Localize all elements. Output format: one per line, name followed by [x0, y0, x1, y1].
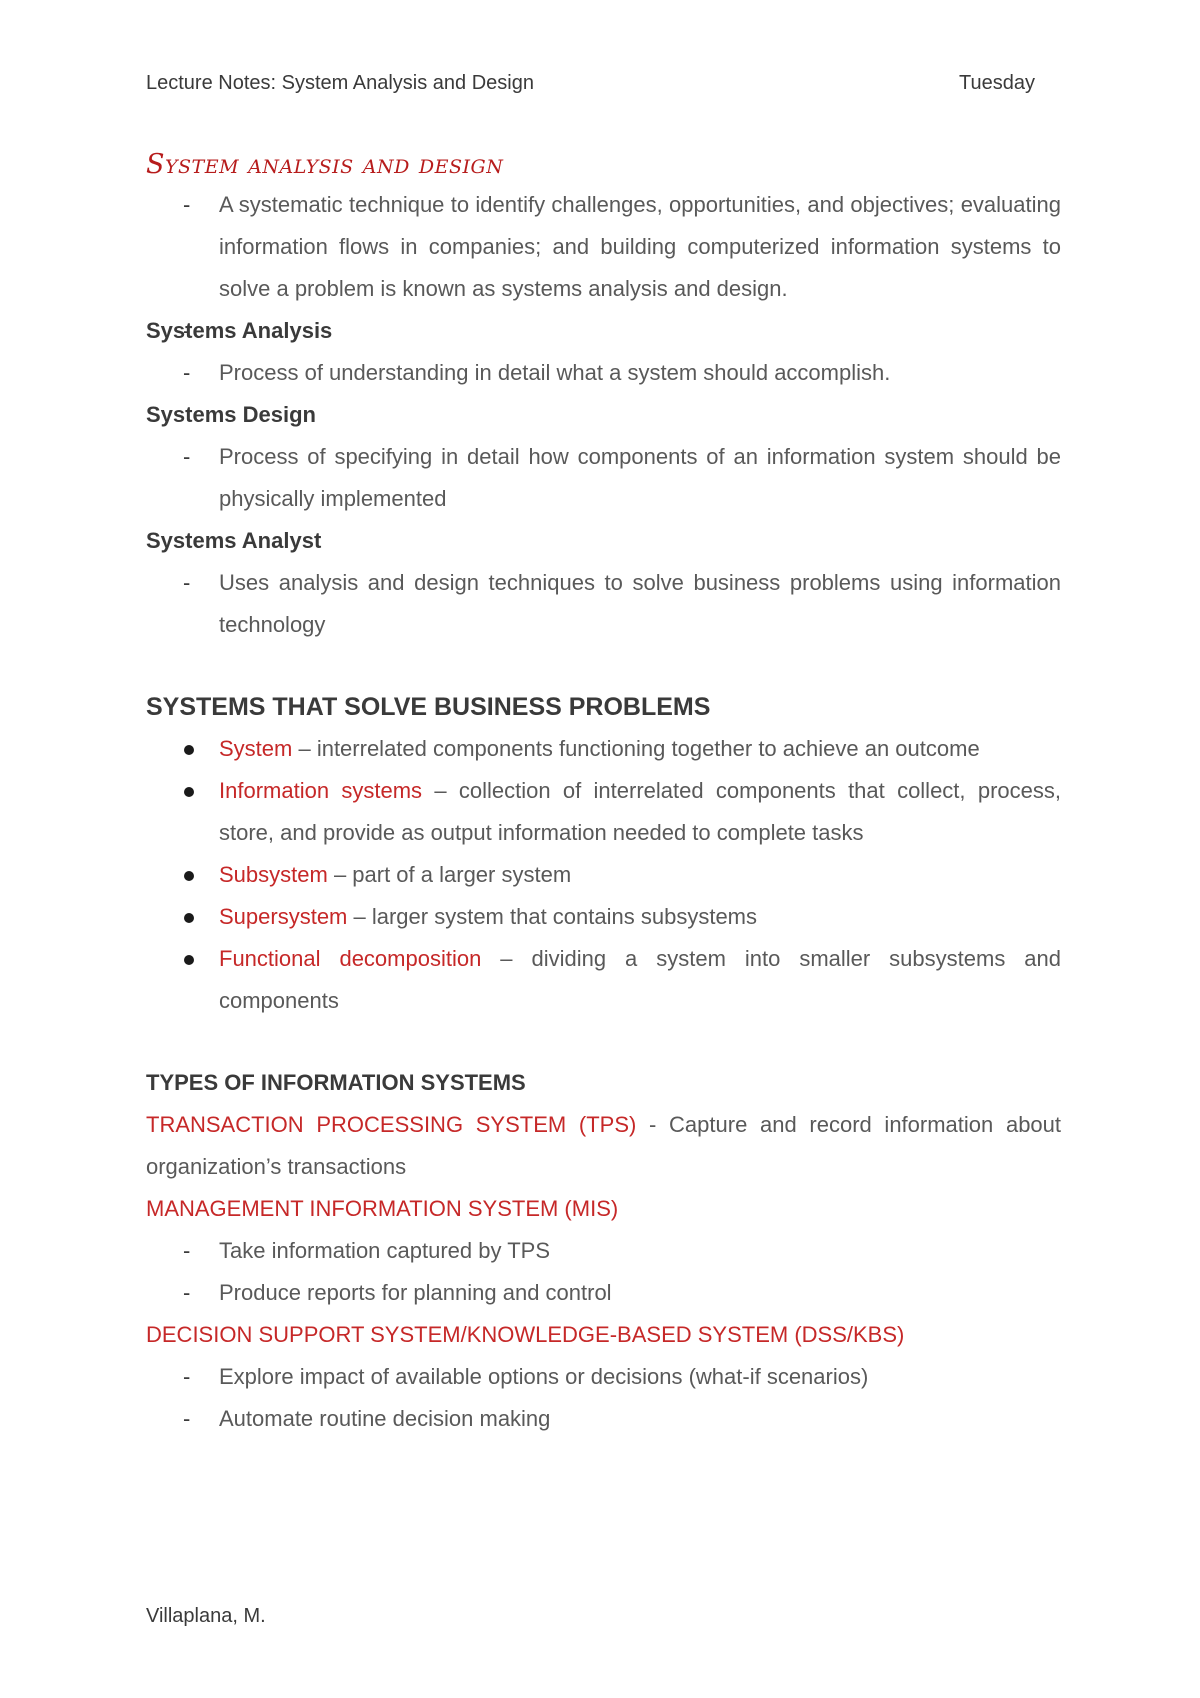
- systems-analyst-item: - Uses analysis and design techniques to solve business problems using information technology: [146, 562, 1061, 646]
- term: Supersystem: [219, 904, 348, 929]
- mis-item: - Take information captured by TPS: [146, 1230, 1061, 1272]
- page-footer: Villaplana, M.: [146, 1605, 266, 1627]
- systems-analysis-item: - Process of understanding in detail what a system should accomplish.: [146, 352, 1061, 394]
- term-desc: – collection of interrelated components that collect, process, store, and provide as output information needed to complete tasks: [219, 778, 1061, 845]
- systems-analyst-heading: Systems Analyst: [146, 528, 322, 553]
- term: System: [219, 736, 293, 761]
- bullet-item-information-systems: [146, 770, 1061, 854]
- tps-paragraph: [146, 1104, 1061, 1188]
- definition-list: [146, 184, 1061, 310]
- systems-analysis-heading: Systems Analysis: [146, 318, 333, 343]
- bullet-item-system: [146, 728, 1061, 770]
- term-desc: – dividing a system into smaller subsystems and components: [219, 946, 1061, 1013]
- tps-desc: - Capture and record information about organization’s transactions: [146, 1112, 1062, 1179]
- term: Information systems: [219, 778, 423, 803]
- definition-item: - A systematic technique to identify challenges, opportunities, and objectives; evaluating information flows in companies; and building computerized information systems to solve a problem is known as systems analysis and design.: [146, 184, 1061, 310]
- systems-analysis-list: [146, 352, 1061, 394]
- page-content: [146, 148, 1061, 1440]
- business-problems-heading: SYSTEMS THAT SOLVE BUSINESS PROBLEMS: [146, 693, 711, 721]
- mis-list: [146, 1230, 1061, 1314]
- term: Functional decomposition: [219, 946, 482, 971]
- dss-item: - Automate routine decision making: [146, 1398, 1061, 1440]
- systems-analyst-list: [146, 562, 1061, 646]
- term: Subsystem: [219, 862, 328, 887]
- bullet-item-subsystem: [146, 854, 1061, 896]
- mis-term: MANAGEMENT INFORMATION SYSTEM (MIS): [146, 1196, 619, 1221]
- systems-design-item: - Process of specifying in detail how components of an information system should be physically implemented: [146, 436, 1061, 520]
- dss-term: DECISION SUPPORT SYSTEM/KNOWLEDGE-BASED SYSTEM (DSS/KBS): [146, 1322, 905, 1347]
- page-header: [146, 72, 1036, 95]
- dss-item: - Explore impact of available options or decisions (what-if scenarios): [146, 1356, 1061, 1398]
- header-title: Lecture Notes: System Analysis and Design: [146, 72, 534, 94]
- systems-design-list: [146, 436, 1061, 520]
- bullet-item-functional-decomposition: [146, 938, 1061, 1022]
- mis-item: - Produce reports for planning and control: [146, 1272, 1061, 1314]
- section-title: System analysis and design: [146, 149, 504, 180]
- business-problems-list: [146, 728, 1061, 1022]
- bullet-item-supersystem: [146, 896, 1061, 938]
- header-day: Tuesday: [959, 72, 1035, 94]
- systems-design-heading: Systems Design: [146, 402, 316, 427]
- term-desc: – interrelated components functioning together to achieve an outcome: [292, 736, 980, 761]
- term-desc: – larger system that contains subsystems: [347, 904, 758, 929]
- term-desc: – part of a larger system: [327, 862, 572, 887]
- types-heading: TYPES OF INFORMATION SYSTEMS: [146, 1070, 526, 1095]
- tps-term: TRANSACTION PROCESSING SYSTEM (TPS): [146, 1112, 637, 1137]
- dss-list: [146, 1356, 1061, 1440]
